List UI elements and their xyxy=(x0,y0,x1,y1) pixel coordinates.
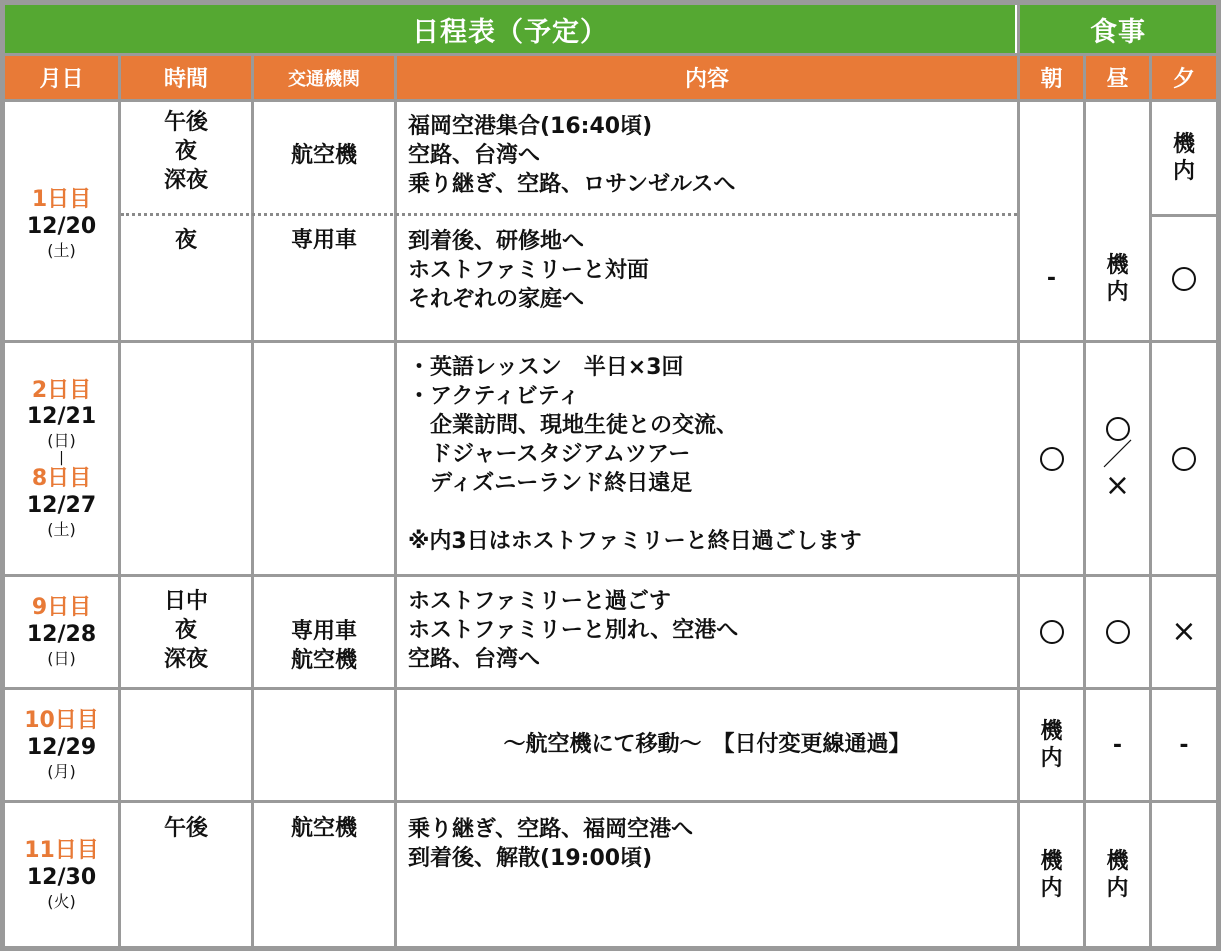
meal-text: 内 xyxy=(1106,279,1129,305)
breakfast-cell-day9 xyxy=(1020,577,1083,687)
grid-line xyxy=(5,99,1216,102)
date-label: 12/20 xyxy=(26,214,97,240)
content-line: ホストファミリーと過ごす xyxy=(408,589,671,614)
day-label: 1日目 xyxy=(31,187,92,213)
content-line: ※内3日はホストファミリーと終日過ごします xyxy=(408,529,862,554)
content-line: ・アクティビティ xyxy=(408,384,580,409)
header-lunch: 昼 xyxy=(1086,56,1149,99)
content-cell-day10 xyxy=(397,730,1017,759)
content-line: ホストファミリーと対面 xyxy=(408,258,649,283)
lunch-cell-day2-8 xyxy=(1086,343,1149,574)
content-line: 乗り継ぎ、空路、福岡空港へ xyxy=(408,817,694,842)
time-text: 深夜 xyxy=(163,168,208,193)
date-label: 12/30 xyxy=(26,864,97,890)
date-cell-day11 xyxy=(5,803,118,946)
header-content: 内容 xyxy=(397,56,1017,99)
weekday-label: (日) xyxy=(47,649,76,669)
time-text: 午後 xyxy=(163,816,208,841)
lunch-cell-day11 xyxy=(1086,803,1149,946)
time-cell-day9 xyxy=(121,587,251,674)
meal-text: 内 xyxy=(1106,875,1129,901)
meal-text: - xyxy=(1179,732,1189,758)
date-cell-day2-8 xyxy=(5,343,118,574)
time-text: 夜 xyxy=(174,139,197,164)
meal-text: 内 xyxy=(1040,746,1063,771)
content-line: ドジャースタジアムツアー xyxy=(408,442,691,467)
content-cell-day1a xyxy=(408,112,1008,199)
dinner-cell-day2-8 xyxy=(1152,343,1216,574)
content-cell-day11 xyxy=(408,815,1008,873)
meal-text: 機 xyxy=(1040,848,1063,874)
header-date: 月日 xyxy=(5,56,118,99)
content-line xyxy=(408,498,1008,527)
day-label: 9日目 xyxy=(31,595,92,621)
meal-text: 機 xyxy=(1106,252,1129,278)
date-label: 12/21 xyxy=(26,404,97,430)
dinner-cell-day1b xyxy=(1152,217,1216,340)
weekday-label: (土) xyxy=(47,241,76,261)
dinner-cell-day1a xyxy=(1152,102,1216,214)
slash-mark: ／ xyxy=(1102,437,1133,473)
content-cell-day2-8 xyxy=(408,353,1008,556)
meal-text: 内 xyxy=(1040,875,1063,901)
day-label: 2日目 xyxy=(31,377,92,403)
time-text: 夜 xyxy=(174,618,197,643)
breakfast-cell-day11 xyxy=(1020,803,1083,946)
lunch-cell-day9 xyxy=(1086,577,1149,687)
breakfast-cell-day10 xyxy=(1020,690,1083,800)
date-label: 12/29 xyxy=(26,735,97,761)
time-text: 日中 xyxy=(163,589,208,614)
content-line: 福岡空港集合(16:40頃) xyxy=(408,114,653,139)
cross-mark-icon: × xyxy=(1171,614,1197,649)
dinner-cell-day11 xyxy=(1152,803,1216,946)
transport-cell-day9 xyxy=(254,617,394,675)
content-line: 空路、台湾へ xyxy=(408,143,541,168)
date-cell-day1 xyxy=(5,102,118,340)
grid-line xyxy=(394,53,397,946)
transport-cell-day11 xyxy=(254,814,394,843)
content-line: 乗り継ぎ、空路、ロサンゼルスへ xyxy=(408,172,736,197)
transport-text: 専用車 xyxy=(290,619,357,644)
weekday-label: (月) xyxy=(47,762,76,782)
content-line: ・英語レッスン 半日×3回 xyxy=(408,355,684,380)
header-time: 時間 xyxy=(121,56,251,99)
transport-cell-day1a xyxy=(254,141,394,170)
day-label: 11日目 xyxy=(24,837,99,863)
circle-mark-icon xyxy=(1172,267,1196,291)
transport-text: 航空機 xyxy=(290,143,357,168)
time-cell-day1b xyxy=(121,226,251,255)
content-line: ディズニーランド終日遠足 xyxy=(408,471,693,496)
content-line: 到着後、研修地へ xyxy=(408,229,585,254)
meal-text: 内 xyxy=(1172,159,1195,184)
circle-mark-icon xyxy=(1040,447,1064,471)
grid-line xyxy=(251,53,254,946)
transport-text: 航空機 xyxy=(290,816,357,841)
meal-text: - xyxy=(1046,266,1057,291)
content-cell-day1b xyxy=(408,227,1008,314)
content-line: それぞれの家庭へ xyxy=(408,287,585,312)
dinner-cell-day9 xyxy=(1152,577,1216,687)
time-text: 深夜 xyxy=(163,647,208,672)
row-divider-dotted xyxy=(121,213,1017,216)
breakfast-cell-day1b xyxy=(1020,217,1083,340)
transport-cell-day1b xyxy=(254,226,394,255)
day-label: 8日目 xyxy=(31,466,92,492)
cross-mark-icon: × xyxy=(1104,467,1131,503)
circle-mark-icon xyxy=(1172,447,1196,471)
meals-title: 食事 xyxy=(1020,5,1216,53)
date-label: 12/27 xyxy=(26,493,97,519)
content-cell-day9 xyxy=(408,587,1008,674)
content-line: 空路、台湾へ xyxy=(408,647,541,672)
content-line: ホストファミリーと別れ、空港へ xyxy=(408,618,739,643)
range-bar: | xyxy=(59,449,64,466)
content-line: ～航空機にて移動～ 【日付変更線通過】 xyxy=(503,732,911,757)
lunch-cell-day1b xyxy=(1086,217,1149,340)
circle-mark-icon xyxy=(1106,620,1130,644)
meal-text: 機 xyxy=(1106,848,1129,874)
weekday-label: (土) xyxy=(47,519,76,539)
breakfast-cell-day2-8 xyxy=(1020,343,1083,574)
content-line: 到着後、解散(19:00頃) xyxy=(408,846,653,871)
grid-line xyxy=(5,53,1216,56)
header-dinner: 夕 xyxy=(1152,56,1216,99)
date-cell-day9 xyxy=(5,577,118,687)
weekday-label: (火) xyxy=(47,891,76,911)
circle-mark-icon xyxy=(1106,417,1130,441)
lunch-cell-day10 xyxy=(1086,690,1149,800)
time-text: 夜 xyxy=(174,228,197,253)
meal-text: 機 xyxy=(1040,719,1063,744)
meal-text: 機 xyxy=(1172,132,1195,157)
time-cell-day11 xyxy=(121,814,251,843)
date-label: 12/28 xyxy=(26,622,97,648)
dinner-cell-day10 xyxy=(1152,690,1216,800)
day-label: 10日目 xyxy=(24,708,99,734)
time-text: 午後 xyxy=(163,110,208,135)
schedule-title: 日程表（予定） xyxy=(5,5,1015,53)
header-transport: 交通機関 xyxy=(254,56,394,99)
header-breakfast: 朝 xyxy=(1020,56,1083,99)
transport-text: 専用車 xyxy=(290,228,357,253)
meal-text: - xyxy=(1112,732,1123,758)
content-line: 企業訪問、現地生徒との交流、 xyxy=(408,413,739,438)
time-cell-day1a xyxy=(121,108,251,195)
transport-text: 航空機 xyxy=(290,648,357,673)
weekday-label: (日) xyxy=(47,431,76,451)
circle-mark-icon xyxy=(1040,620,1064,644)
date-cell-day10 xyxy=(5,690,118,800)
